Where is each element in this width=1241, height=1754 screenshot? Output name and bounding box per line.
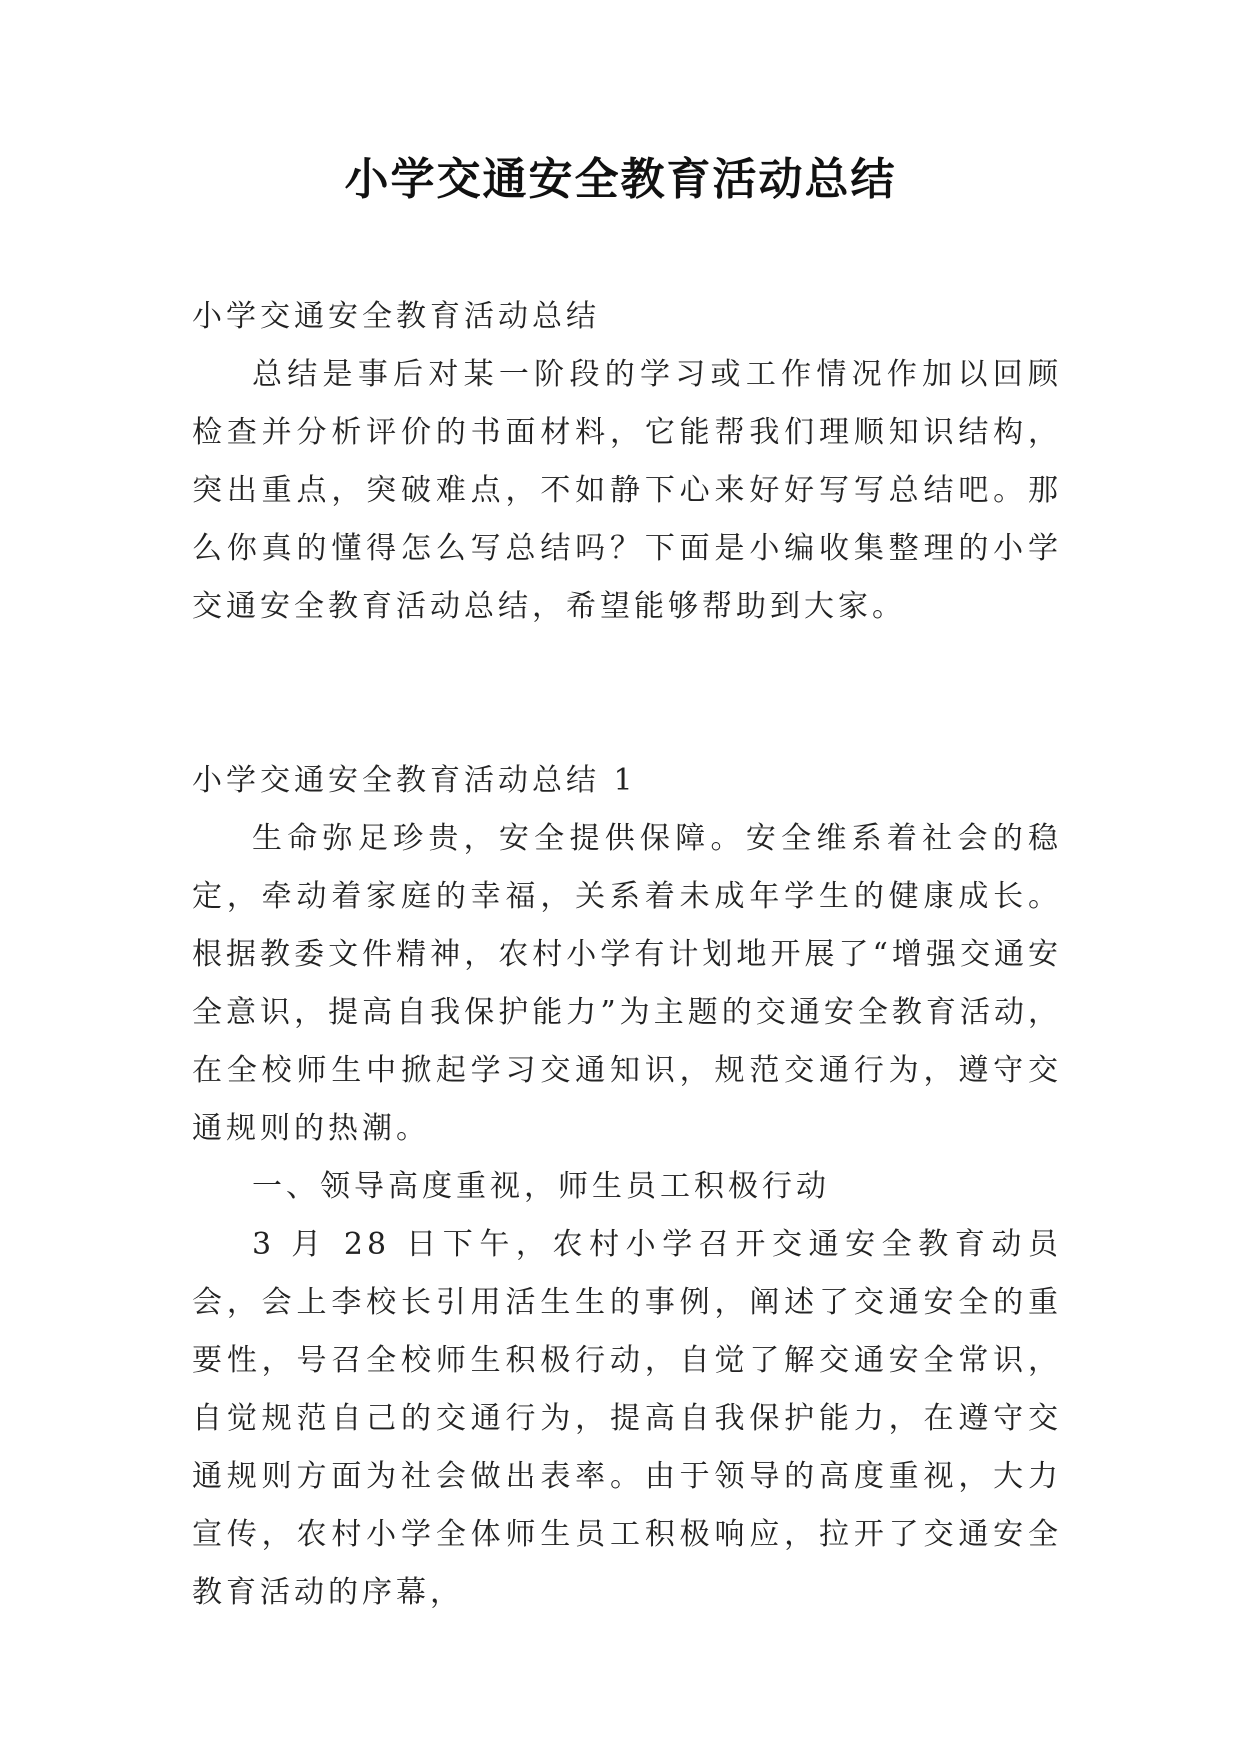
section-paragraph-2: 3 月 28 日下午，农村小学召开交通安全教育动员会，会上李校长引用活生生的事例，阐述了交通安全的重要性，号召全校师生积极行动，自觉了解交通安全常识，自觉规范自己的交通行为，提高自我保护能力，在遵守交通规则方面为社会做出表率。由于领导的高度重视，大力宣传，农村小学全体师生员工积极响应，拉开了交通安全教育活动的序幕， xyxy=(192,1227,1062,1610)
document-body xyxy=(192,288,1062,1622)
document-title: 小学交通安全教育活动总结 xyxy=(344,154,897,205)
intro-paragraph: 总结是事后对某一阶段的学习或工作情况作加以回顾检查并分析评价的书面材料，它能帮我们理顺知识结构，突出重点，突破难点，不如静下心来好好写写总结吧。那么你真的懂得怎么写总结吗？下面是小编收集整理的小学交通安全教育活动总结，希望能够帮助到大家。 xyxy=(192,357,1062,624)
section-gap xyxy=(192,636,1062,752)
section-heading: 小学交通安全教育活动总结 1 xyxy=(192,763,637,798)
intro-heading: 小学交通安全教育活动总结 xyxy=(192,299,600,334)
section-paragraph-1: 生命弥足珍贵，安全提供保障。安全维系着社会的稳定，牵动着家庭的幸福，关系着未成年学生的健康成长。根据教委文件精神，农村小学有计划地开展了“增强交通安全意识，提高自我保护能力”为主题的交通安全教育活动，在全校师生中掀起学习交通知识，规范交通行为，遵守交通规则的热潮。 xyxy=(192,821,1062,1146)
subheading-1: 一、领导高度重视，师生员工积极行动 xyxy=(252,1169,830,1204)
